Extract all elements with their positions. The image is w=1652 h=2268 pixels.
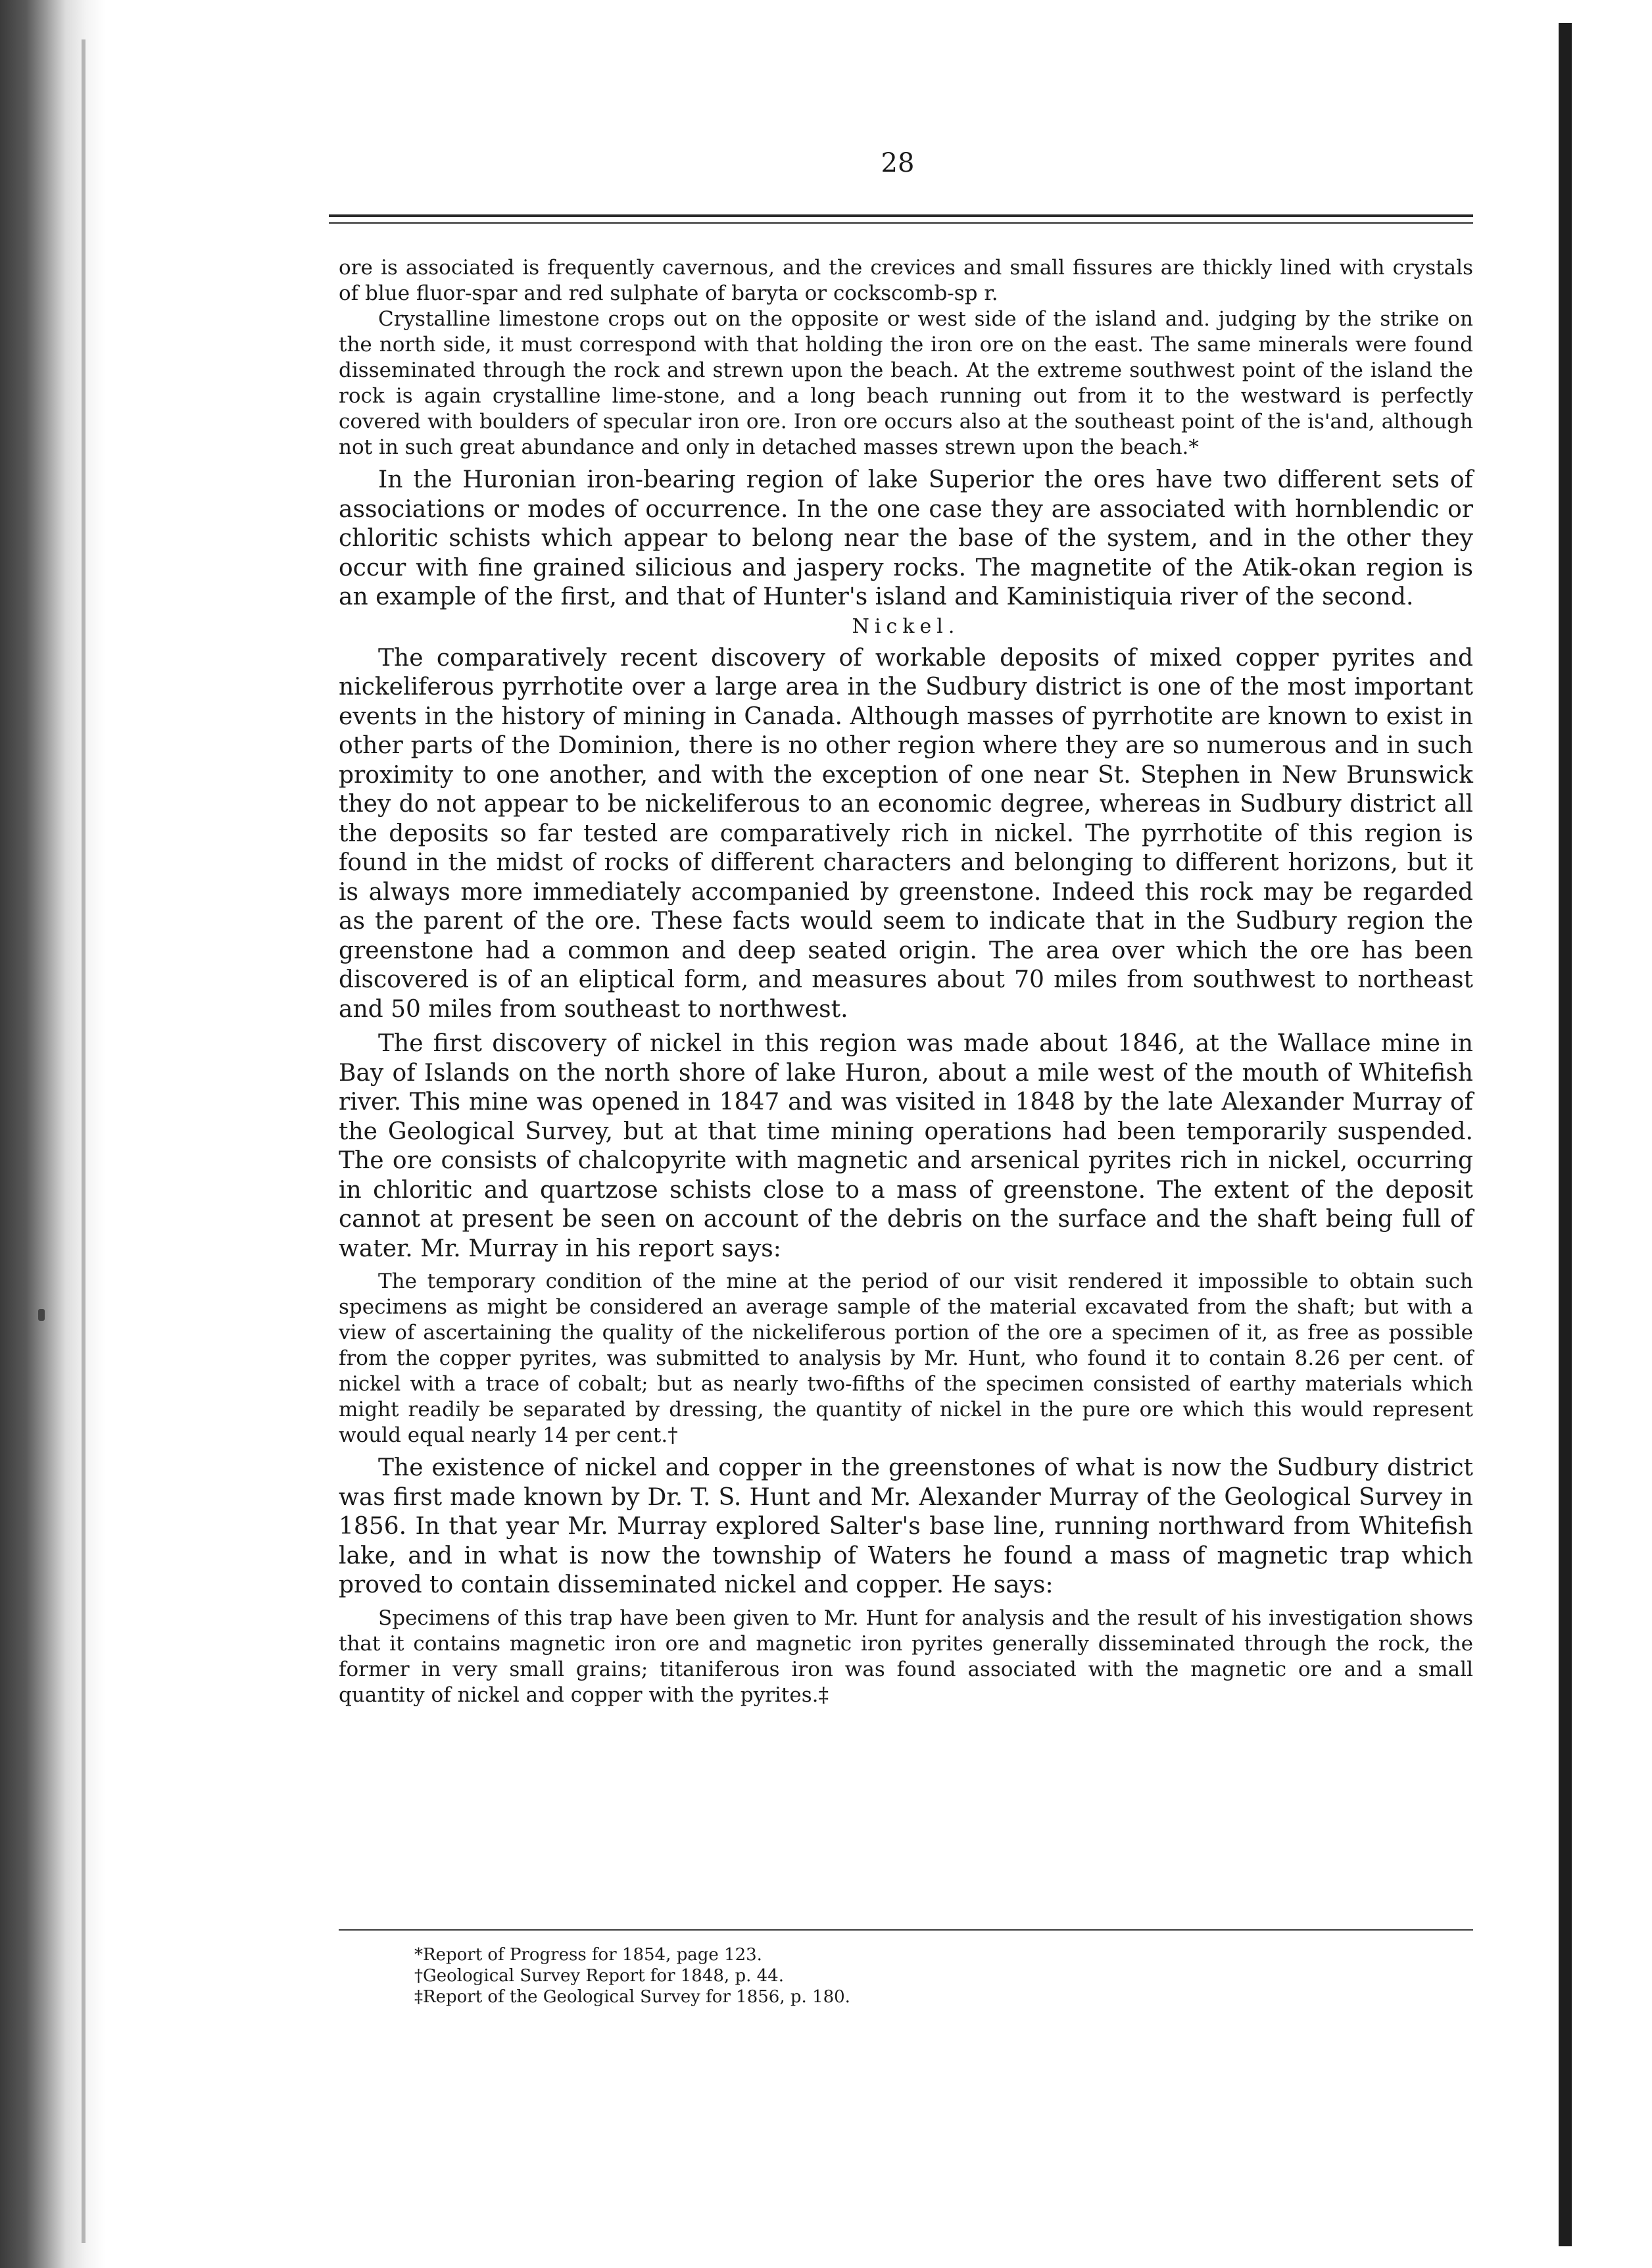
footnotes [414, 1944, 1203, 2008]
scan-right-edge-bar [1559, 23, 1572, 2246]
page-body [339, 255, 1473, 1708]
footnote-rule [339, 1929, 1473, 1931]
header-rule [329, 214, 1473, 224]
footnote-item: *Report of Progress for 1854, page 123. [414, 1945, 762, 1965]
scan-speck [38, 1309, 45, 1321]
paragraph-wallace-mine: The first discovery of nickel in this region was made about 1846, at the Wallace mine in Bay of Islands on the north shore of lake Huron, about a mile west of the mouth of Whitefish river. This mine was opened in 1847 and was visited in 1848 by the late Alexander Murray of the Geological Survey, but at that time mining operations had been temporarily suspended. The ore consists of chalcopyrite with magnetic and arsenical pyrites rich in nickel, occurring in chloritic and quartzose schists close to a mass of greenstone. The extent of the deposit cannot at present be seen on account of the debris on the surface and the shaft being full of water. Mr. Murray in his report says: [339, 1030, 1473, 1262]
footnote-item: †Geological Survey Report for 1848, p. 44. [414, 1966, 784, 1986]
section-heading-nickel: Nickel. [852, 614, 960, 638]
paragraph-huronian: In the Huronian iron-bearing region of lake Superior the ores have two different sets of associations or modes of occurrence. In the one case they are associated with hornblendic or chloritic schists which appear to belong near the base of the system, and in the other they occur with fine grained silicious and jaspery rocks. The magnetite of the Atik-okan region is an example of the first, and that of Hunter's island and Kaministiquia river of the second. [339, 466, 1473, 610]
scan-binding-edge [0, 0, 105, 2268]
paragraph-limestone: Crystalline limestone crops out on the opposite or west side of the island and. judging by the strike on the north side, it must correspond with that holding the iron ore on the east. The same minerals were found disseminated through the rock and strewn upon the beach. At the extreme southwest point of the island the rock is again crystalline lime-stone, and a long beach running out from it to the westward is perfectly covered with boulders of specular iron ore. Iron ore occurs also at the southeast point of the is'and, although not in such great abundance and only in detached masses strewn upon the beach.* [339, 307, 1473, 459]
paragraph-greenstones: The existence of nickel and copper in the greenstones of what is now the Sudbury district was first made known by Dr. T. S. Hunt and Mr. Alexander Murray of the Geological Survey in 1856. In that year Mr. Murray explored Salter's base line, running northward from Whitefish lake, and in what is now the township of Waters he found a mass of magnetic trap which proved to contain disseminated nickel and copper. He says: [339, 1454, 1473, 1598]
paragraph-sudbury-discovery: The comparatively recent discovery of workable deposits of mixed copper pyrites and nickeliferous pyrrhotite over a large area in the Sudbury district is one of the most important events in the history of mining in Canada. Although masses of pyrrhotite are known to exist in other parts of the Dominion, there is no other region where they are so numerous and in such proximity to one another, and with the exception of one near St. Stephen in New Brunswick they do not appear to be nickeliferous to an economic degree, whereas in Sudbury district all the deposits so far tested are comparatively rich in nickel. The pyrrhotite of this region is found in the midst of rocks of different characters and belonging to different horizons, but it is always more immediately accompanied by greenstone. Indeed this rock may be regarded as the parent of the ore. These facts would seem to indicate that in the Sudbury region the greenstone had a common and deep seated origin. The area over which the ore has been discovered is of an eliptical form, and measures about 70 miles from southwest to northeast and 50 miles from southeast to northwest. [339, 644, 1473, 1023]
paragraph-continuation: ore is associated is frequently cavernous, and the crevices and small fissures are thickly lined with crystals of blue fluor-spar and red sulphate of baryta or cockscomb-sp r. [339, 256, 1473, 305]
quote-murray-report: The temporary condition of the mine at the period of our visit rendered it impossible to obtain such specimens as might be considered an average sample of the material excavated from the shaft; but with a view of ascertaining the quality of the nickeliferous portion of the ore a specimen of it, as free as possible from the copper pyrites, was submitted to analysis by Mr. Hunt, who found it to contain 8.26 per cent. of nickel with a trace of cobalt; but as nearly two-fifths of the specimen consisted of earthy materials which might readily be separated by dressing, the quantity of nickel in the pure ore which this would represent would equal nearly 14 per cent.† [339, 1270, 1473, 1447]
scan-binding-shadow [82, 39, 85, 2243]
page-number: 28 [881, 148, 915, 178]
footnote-item: ‡Report of the Geological Survey for 1856, p. 180. [414, 1987, 850, 2007]
quote-trap-specimens: Specimens of this trap have been given to Mr. Hunt for analysis and the result of his investigation shows that it contains magnetic iron ore and magnetic iron pyrites generally disseminated through the rock, the former in very small grains; titaniferous iron was found associated with the magnetic ore and a small quantity of nickel and copper with the pyrites.‡ [339, 1606, 1473, 1707]
